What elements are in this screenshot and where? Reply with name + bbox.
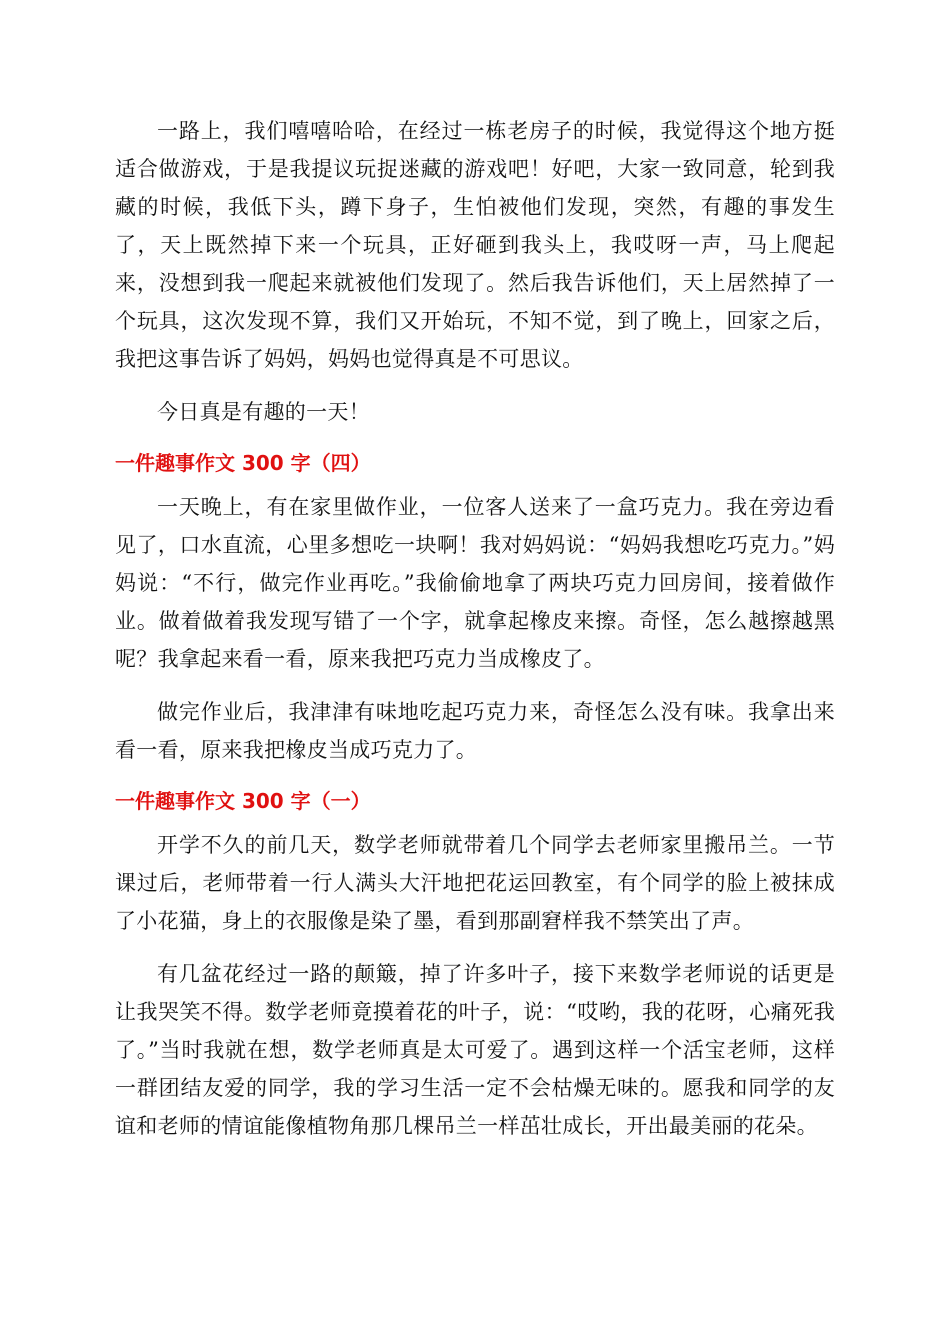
section-heading-four: 一件趣事作文 300 字（四） bbox=[115, 451, 371, 475]
paragraph-eraser-ending: 做完作业后，我津津有味地吃起巧克力来，奇怪怎么没有味。我拿出来看一看，原来我把橡皮当成巧克力了。 bbox=[115, 700, 835, 762]
paragraph-teacher-and-flowers: 有几盆花经过一路的颠簸，掉了许多叶子，接下来数学老师说的话更是让我哭笑不得。数学老师竟摸着花的叶子，说：“哎哟，我的花呀，心痛死我了。”当时我就在想，数学老师真是太可爱了。遇到这样一个活宝老师，这样一群团结友爱的同学，我的学习生活一定不会枯燥无味的。愿我和同学的友谊和老师的情谊能像植物角那几棵吊兰一样茁壮成长，开出最美丽的花朵。 bbox=[115, 962, 835, 1138]
paragraph-fun-day-closing: 今日真是有趣的一天！ bbox=[157, 400, 370, 424]
paragraph-chocolate-story: 一天晚上，有在家里做作业，一位客人送来了一盒巧克力。我在旁边看见了，口水直流，心里多想吃一块啊！我对妈妈说：“妈妈我想吃巧克力。”妈妈说：“不行，做完作业再吃。”我偷偷地拿了两块巧克力回房间，接着做作业。做着做着我发现写错了一个字，就拿起橡皮来擦。奇怪，怎么越擦越黑呢？我拿起来看一看，原来我把巧克力当成橡皮了。 bbox=[115, 495, 835, 671]
paragraph-moving-orchids: 开学不久的前几天，数学老师就带着几个同学去老师家里搬吊兰。一节课过后，老师带着一行人满头大汗地把花运回教室，有个同学的脸上被抹成了小花猫，身上的衣服像是染了墨，看到那副窘样我不禁笑出了声。 bbox=[115, 833, 835, 933]
document-body bbox=[115, 112, 835, 1160]
section-heading-one: 一件趣事作文 300 字（一） bbox=[115, 789, 371, 813]
paragraph-hide-and-seek-story: 一路上，我们嘻嘻哈哈，在经过一栋老房子的时候，我觉得这个地方挺适合做游戏，于是我提议玩捉迷藏的游戏吧！好吧，大家一致同意，轮到我藏的时候，我低下头，蹲下身子，生怕被他们发现，突然，有趣的事发生了，天上既然掉下来一个玩具，正好砸到我头上，我哎呀一声，马上爬起来，没想到我一爬起来就被他们发现了。然后我告诉他们，天上居然掉了一个玩具，这次发现不算，我们又开始玩，不知不觉，到了晚上，回家之后，我把这事告诉了妈妈，妈妈也觉得真是不可思议。 bbox=[115, 119, 835, 371]
